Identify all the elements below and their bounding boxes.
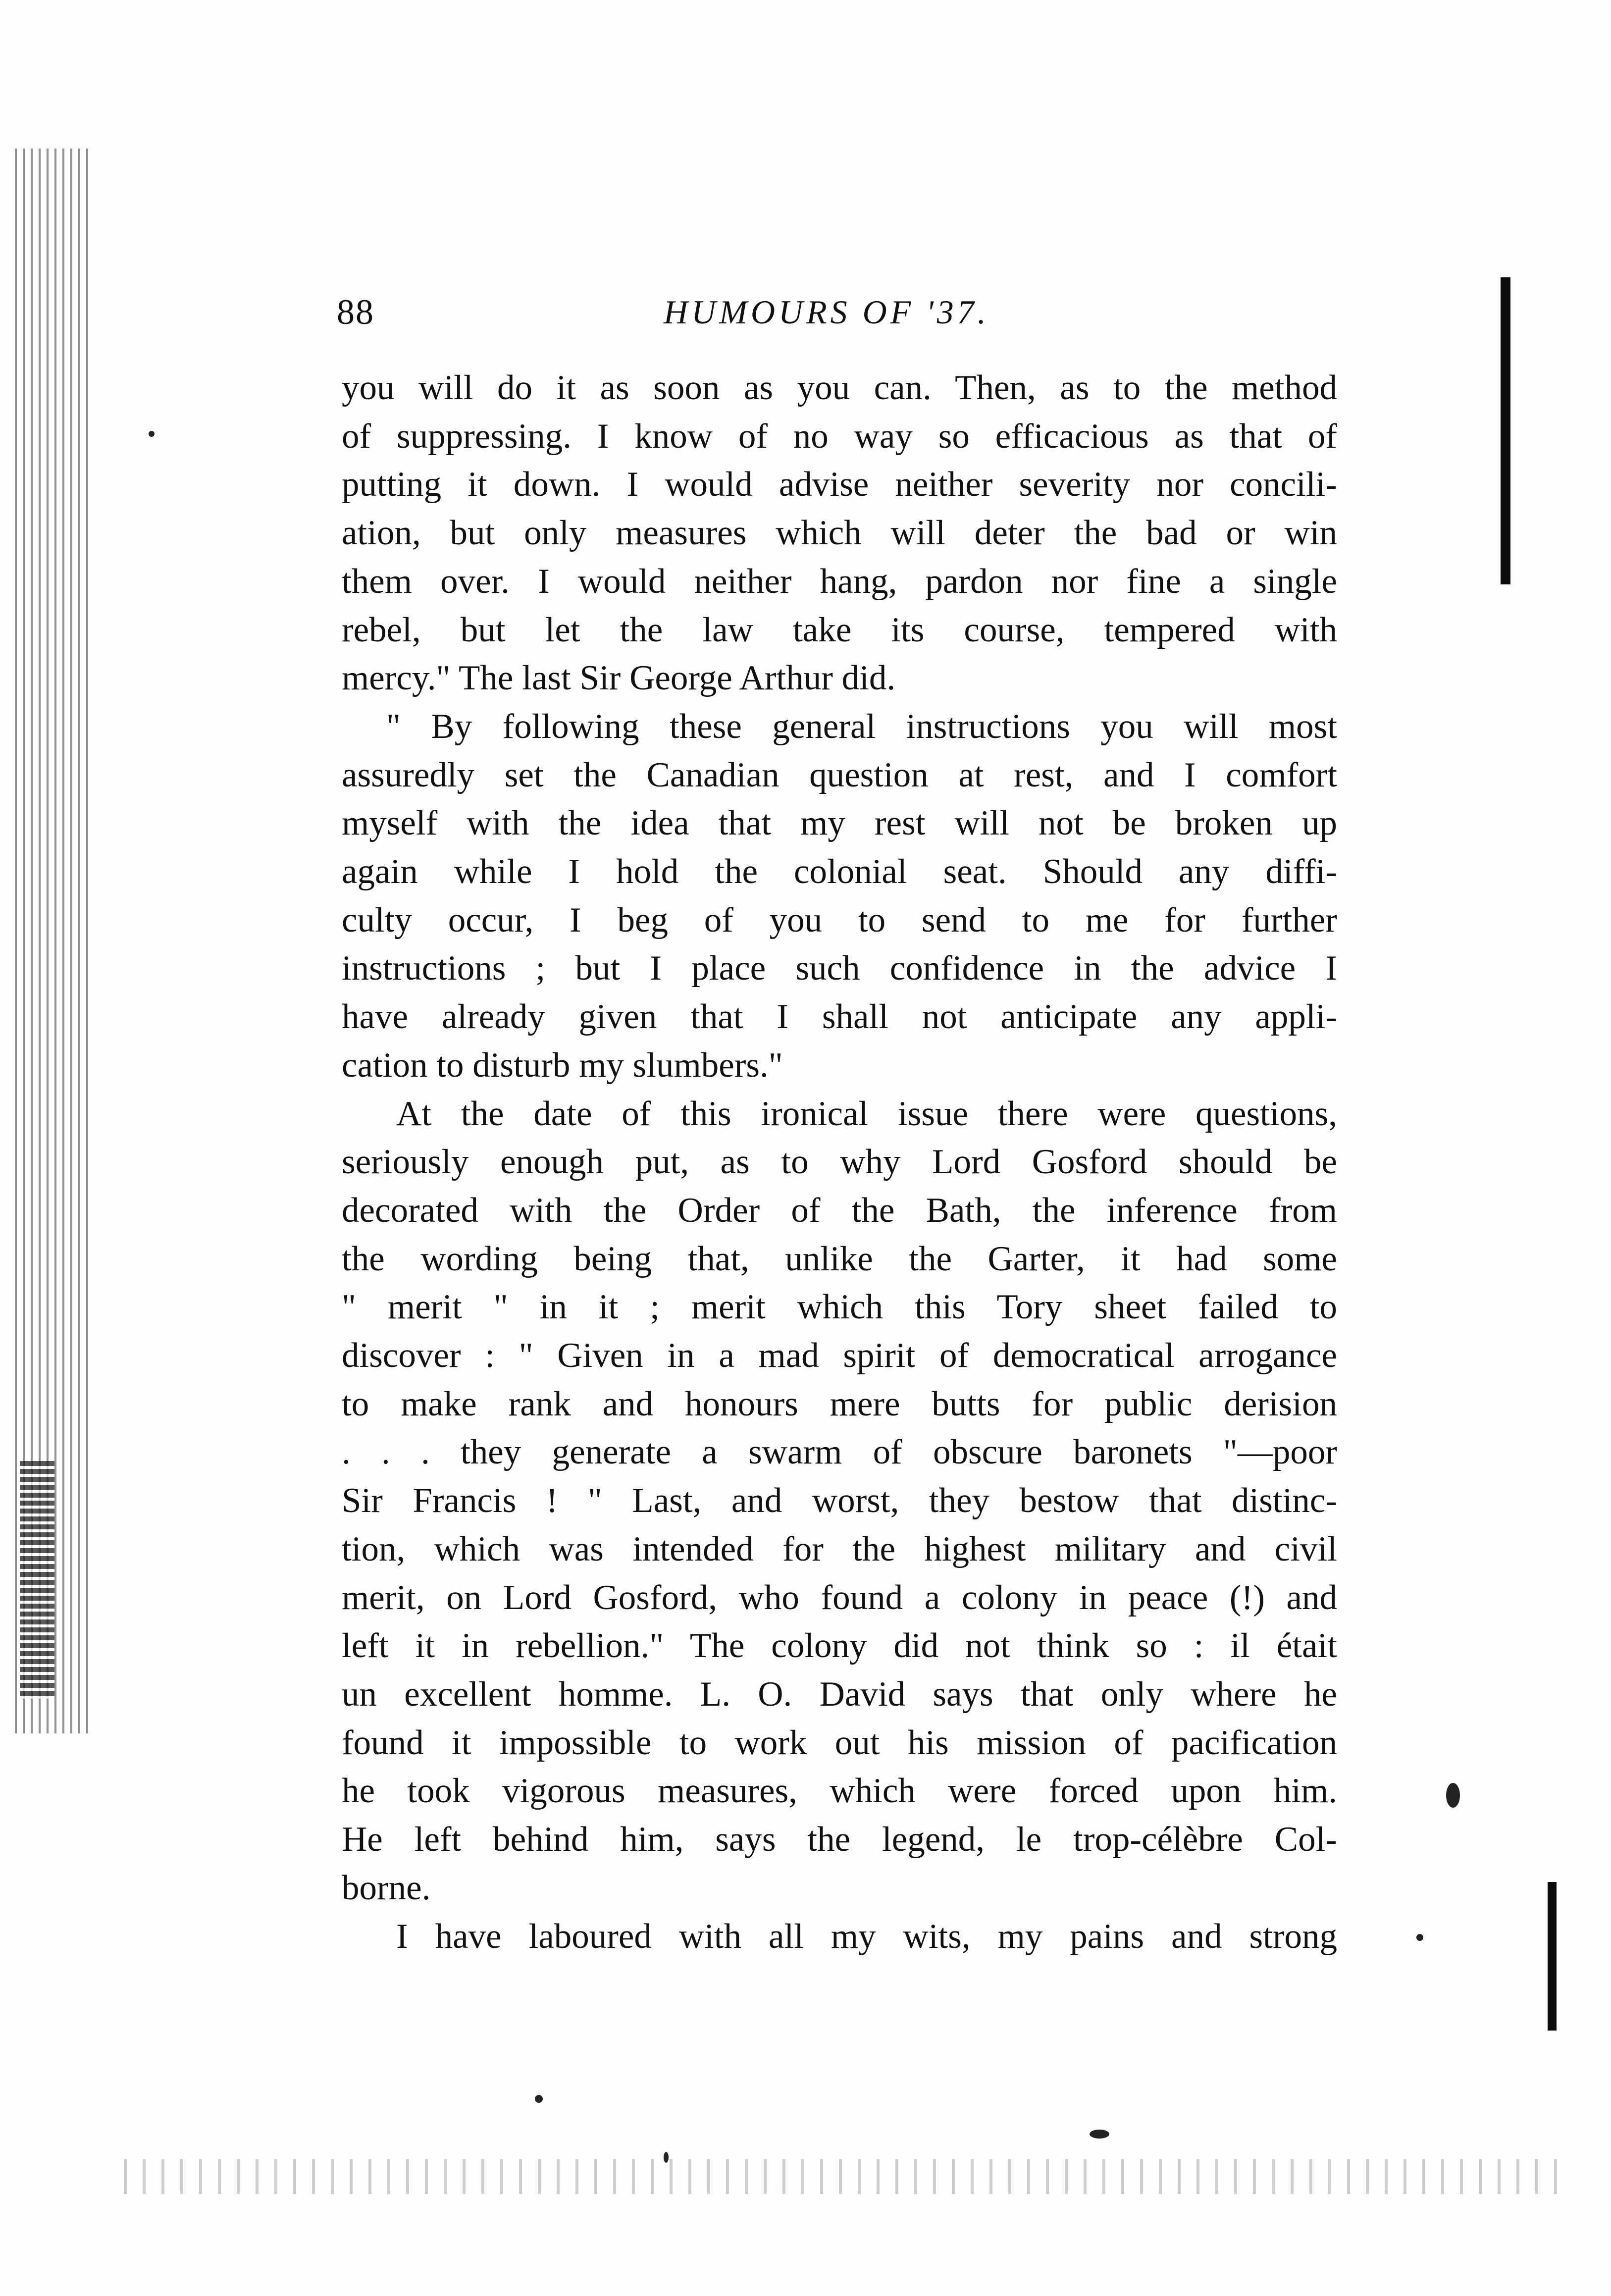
- text-line: instructions ; but I place such confidence in the advice I: [342, 949, 1337, 988]
- text-line: have already given that I shall not anticipate any appli-: [342, 997, 1337, 1037]
- text-line: merit, on Lord Gosford, who found a colony in peace (!) and: [342, 1578, 1337, 1617]
- right-edge-mark-lower: [1548, 1882, 1557, 2031]
- text-line: seriously enough put, as to why Lord Gosford should be: [342, 1143, 1337, 1182]
- text-line: Sir Francis ! " Last, and worst, they bestow that distinc-: [342, 1481, 1337, 1520]
- body-text: [342, 364, 1337, 1961]
- text-line: them over. I would neither hang, pardon nor fine a single: [342, 562, 1337, 601]
- text-line: un excellent homme. L. O. David says that only where he: [342, 1674, 1337, 1714]
- text-line: cation to disturb my slumbers.": [342, 1045, 783, 1085]
- paragraph-2: [342, 703, 1337, 1090]
- text-line: of suppressing. I know of no way so efficacious as that of: [342, 417, 1337, 456]
- text-line: ation, but only measures which will deter the bad or win: [342, 514, 1337, 553]
- text-line: the wording being that, unlike the Garter, it had some: [342, 1239, 1337, 1278]
- text-line: I have laboured with all my wits, my pains and strong: [396, 1917, 1337, 1956]
- text-line: you will do it as soon as you can. Then, as to the method: [342, 368, 1337, 407]
- text-line: . . . they generate a swarm of obscure baronets "—poor: [342, 1433, 1337, 1472]
- text-line: " By following these general instructions you will most: [386, 707, 1337, 746]
- text-line: " merit " in it ; merit which this Tory sheet failed to: [342, 1288, 1337, 1327]
- ink-speck: [1090, 2130, 1109, 2139]
- paragraph-3: [342, 1090, 1337, 1913]
- text-line: myself with the idea that my rest will not be broken up: [342, 804, 1337, 843]
- text-line: borne.: [342, 1868, 431, 1907]
- ink-speck: [1446, 1783, 1460, 1808]
- text-line: again while I hold the colonial seat. Should any diffi-: [342, 852, 1337, 891]
- text-line: He left behind him, says the legend, le trop-célèbre Col-: [342, 1820, 1337, 1859]
- ink-speck: [1416, 1934, 1423, 1941]
- running-title: HUMOURS OF '37.: [664, 293, 989, 331]
- text-line: At the date of this ironical issue there were questions,: [396, 1094, 1337, 1133]
- text-line: found it impossible to work out his mission of pacification: [342, 1723, 1337, 1762]
- ink-speck: [535, 2095, 543, 2103]
- text-line: decorated with the Order of the Bath, the inference from: [342, 1191, 1337, 1230]
- text-line: he took vigorous measures, which were forced upon him.: [342, 1772, 1337, 1811]
- paragraph-4: [342, 1913, 1337, 1961]
- running-header: [337, 285, 1317, 339]
- text-line: culty occur, I beg of you to send to me for further: [342, 900, 1337, 939]
- text-line: assuredly set the Canadian question at rest, and I comfort: [342, 755, 1337, 794]
- text-line: tion, which was intended for the highest military and civil: [342, 1529, 1337, 1568]
- ink-speck: [149, 431, 155, 437]
- binding-dark-artifact: [20, 1461, 54, 1699]
- text-line: mercy." The last Sir George Arthur did.: [342, 659, 896, 698]
- right-edge-mark: [1501, 277, 1510, 584]
- bottom-edge-artifact: [124, 2159, 1560, 2194]
- text-line: left it in rebellion." The colony did not think so : il était: [342, 1626, 1337, 1666]
- page-number: 88: [337, 292, 374, 332]
- text-line: putting it down. I would advise neither severity nor concili-: [342, 465, 1337, 504]
- text-line: to make rank and honours mere butts for public derision: [342, 1384, 1337, 1423]
- text-line: rebel, but let the law take its course, tempered with: [342, 610, 1337, 649]
- paragraph-1: [342, 364, 1337, 703]
- text-line: discover : " Given in a mad spirit of democratical arrogance: [342, 1336, 1337, 1375]
